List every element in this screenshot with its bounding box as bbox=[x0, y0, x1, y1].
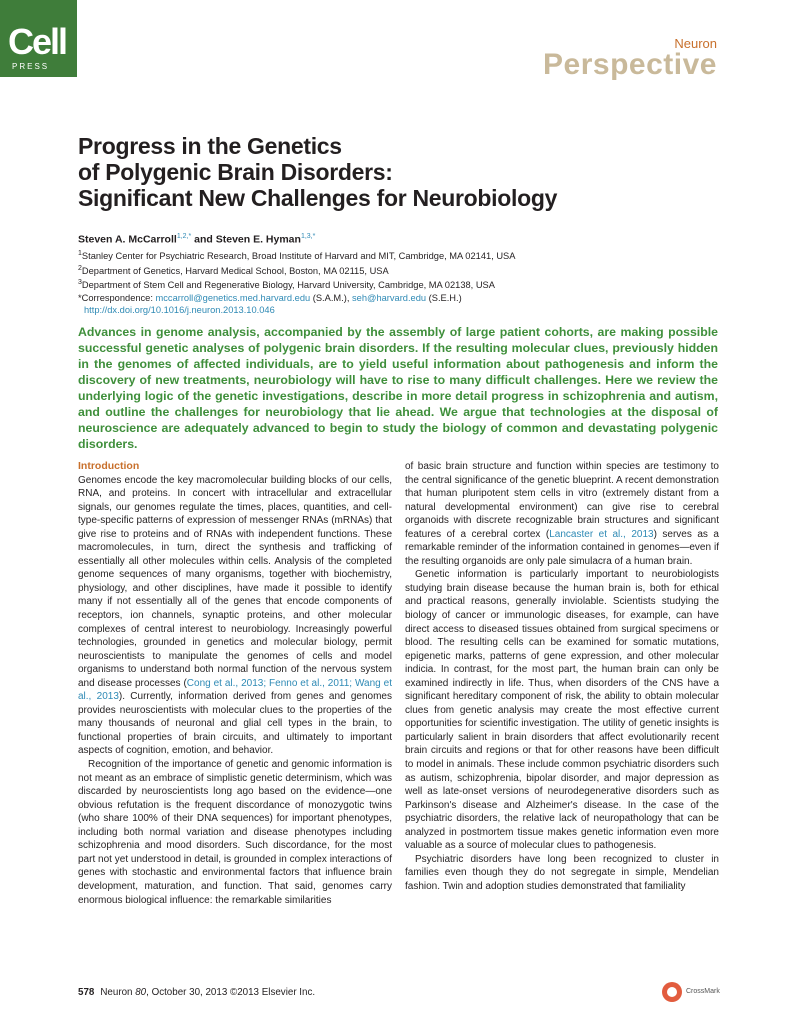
footer-date-copyright: , October 30, 2013 ©2013 Elsevier Inc. bbox=[146, 987, 316, 998]
body-column-right bbox=[405, 460, 719, 894]
email-owner: (S.A.M.), bbox=[310, 292, 353, 303]
paragraph-text: of basic brain structure and function within species are testimony to the central significance of the genetic blueprint. A recent demonstration that human pluripotent stem cells in vitro (extremely distant from a natural developmental environment) can give rise to cerebral organoids with discrete recognizable brain structures and significant features of a cerebral cortex ( bbox=[405, 461, 719, 540]
section-heading: Introduction bbox=[78, 460, 140, 472]
affil-text: Department of Stem Cell and Regenerative Biology, Harvard University, Cambridge, MA 02138, USA bbox=[81, 280, 495, 291]
page-number: 578 bbox=[78, 987, 95, 998]
doi-row bbox=[78, 304, 718, 317]
paragraph bbox=[78, 474, 392, 758]
author-conjunction: and bbox=[191, 233, 216, 246]
logo-press-text: PRESS bbox=[12, 62, 50, 71]
affiliation bbox=[78, 248, 718, 263]
citation-link[interactable]: Lancaster et al., 2013 bbox=[549, 528, 654, 540]
affil-number: 3 bbox=[78, 279, 82, 287]
email-link[interactable]: mccarroll@genetics.med.harvard.edu bbox=[155, 292, 311, 303]
author-affil-marks: 1,2,* bbox=[176, 233, 192, 240]
article-title bbox=[78, 133, 698, 211]
title-line: Progress in the Genetics bbox=[78, 133, 342, 159]
paragraph: Psychiatric disorders have long been recognized to cluster in families even though they do not segregate in simple, Mendelian fashion. Twin and adoption studies demonstrated that familiality bbox=[405, 853, 719, 892]
paragraph: Genetic information is particularly important to neurobiologists studying brain disease because the human brain is, both for ethical and practical reasons, generally inviolable. Scientists studying the biology of cancer or immunologic diseases, for example, can have direct access to diseased tissues obtained from surgical specimens or blood. The resulting cells can be examined for somatic mutations, epigenetic marks, patterns of gene expression, and other molecular indicia. In contrast, for the most part, the human brain can only be examined indirectly in life. Thus, when disorders of the CNS have a significant hereditary component of risk, the ability to obtain molecular clues from genetic analysis may create the most effective current opportunities for scientific investigation. The utility of genetic insights is particularly salient in brain disorders that affect evolutionarily recent brain circuits and regions or that for other reasons have been difficult to model in animals. These include common psychiatric disorders such as autism, schizophrenia, bipolar disorder, and major depression as well as late-onset versions of neurodegenerative disorders such as Parkinson's disease and Alzheimer's disease. In the case of the psychiatric disorders, the relative lack of neuropathology that can be analyzed in postmortem tissue makes genetic information even more valuable as a source of molecular clues to pathogenesis. bbox=[405, 569, 719, 852]
email-owner: (S.E.H.) bbox=[426, 292, 462, 303]
affiliation bbox=[78, 263, 718, 278]
author-list bbox=[78, 233, 315, 246]
affiliations bbox=[78, 248, 718, 317]
title-line: of Polygenic Brain Disorders: bbox=[78, 159, 393, 185]
author-affil-marks: 1,3,* bbox=[300, 233, 316, 240]
cell-press-logo bbox=[0, 0, 77, 77]
affil-number: 1 bbox=[78, 250, 82, 257]
section-label: Perspective bbox=[543, 48, 717, 81]
citation-link[interactable]: Cong et al., 2013; Fenno et al., 2011; Wang et al., 2013 bbox=[78, 677, 392, 703]
crossmark-label: CrossMark bbox=[686, 988, 720, 995]
footer-journal: Neuron bbox=[100, 987, 136, 998]
affil-number: 2 bbox=[78, 264, 82, 272]
author-name: Steven A. McCarroll bbox=[78, 233, 177, 246]
doi-link[interactable]: http://dx.doi.org/10.1016/j.neuron.2013.10.046 bbox=[84, 305, 275, 316]
correspondence bbox=[78, 292, 718, 305]
paragraph bbox=[405, 460, 719, 568]
affiliation bbox=[78, 277, 718, 292]
footer-volume: 80 bbox=[135, 987, 147, 998]
paragraph: Recognition of the importance of genetic and genomic information is not meant as an embrace of simplistic genetic determinism, which was discarded by neuroscientists long ago based on the evidence—one obvious refutation is the frequent discordance of monozygotic twins (who share 100% of their DNA sequences) for important phenotypes, including both normal variation and disease phenotypes including schizophrenia and mood disorders. Such discordance, for the most part not yet understood in detail, is grounded in complex interactions of genes with stochastic and environmental factors that influence brain development, maturation, and function. That said, genomes carry enormous biological influence: the remarkable similarities bbox=[78, 759, 392, 906]
author-name: Steven E. Hyman bbox=[215, 233, 301, 246]
paragraph-text: ). Currently, information derived from genes and genomes provides neuroscientists with molecular clues to the properties of the many thousands of neuronal and glial cell types in the brain, to functional properties of brain circuits, and ultimately to important aspects of cognition, emotion, and behavior. bbox=[78, 691, 392, 757]
journal-name: Neuron bbox=[674, 36, 717, 51]
email-link[interactable]: seh@harvard.edu bbox=[352, 292, 427, 303]
crossmark-icon bbox=[662, 982, 682, 1002]
correspondence-label: *Correspondence: bbox=[78, 292, 156, 303]
body-column-left bbox=[78, 460, 392, 907]
affil-text: Department of Genetics, Harvard Medical School, Boston, MA 02115, USA bbox=[81, 265, 389, 276]
logo-cell-text: Cell bbox=[8, 21, 67, 62]
abstract: Advances in genome analysis, accompanied by the assembly of large patient cohorts, are making possible successful genetic analyses of polygenic brain disorders. If the resulting molecular clues, previously hidden in the genomes of affected individuals, are to yield useful information about pathogenesis and inform the discovery of new treatments, neurobiology will have to rise to many difficult challenges. Here we review the underlying logic of the genetic investigations, describe in more detail progress in schizophrenia and autism, and outline the challenges for neurobiology that lie ahead. We argue that technologies at the disposal of neuroscience are adequately advanced to begin to study the biology of common and devastating polygenic disorders. bbox=[78, 325, 718, 451]
affil-text: Stanley Center for Psychiatric Research, Broad Institute of Harvard and MIT, Cambridge, MA 02141, USA bbox=[81, 251, 516, 262]
paragraph-text: ) serves as a remarkable reminder of the information contained in genomes—even if the resulting organoids are only pale simulacra of a human brain. bbox=[405, 528, 719, 567]
page-footer bbox=[78, 987, 315, 998]
crossmark-badge[interactable] bbox=[660, 980, 722, 1008]
paragraph-text: Genomes encode the key macromolecular building blocks of our cells, RNA, and proteins. In concert with intracellular and extracellular signals, our genomes regulate the times, places, quantities, and cell-type-specific patterns of expression of messenger RNAs (mRNAs) that give rise to proteins and of RNAs with independent functions. These macromolecules, in turn, direct the synthesis and trafficking of essentially all other molecules within cells. Analysis of the completed genome sequences of many organisms, together with biochemistry, physiology, and other disciplines, have made it possible to identify many if not essentially all of the genes that encode components of receptors, ion channels, synaptic proteins, and other molecular complexes of central interest to neurobiology. Increasingly powerful technologies, grounded in genetics and molecular biology, permit neuroscientists to manipulate the genomes of cells and model organisms to understand both normal function of the nervous system and disease processes ( bbox=[78, 474, 392, 689]
title-line: Significant New Challenges for Neurobiology bbox=[78, 185, 558, 211]
